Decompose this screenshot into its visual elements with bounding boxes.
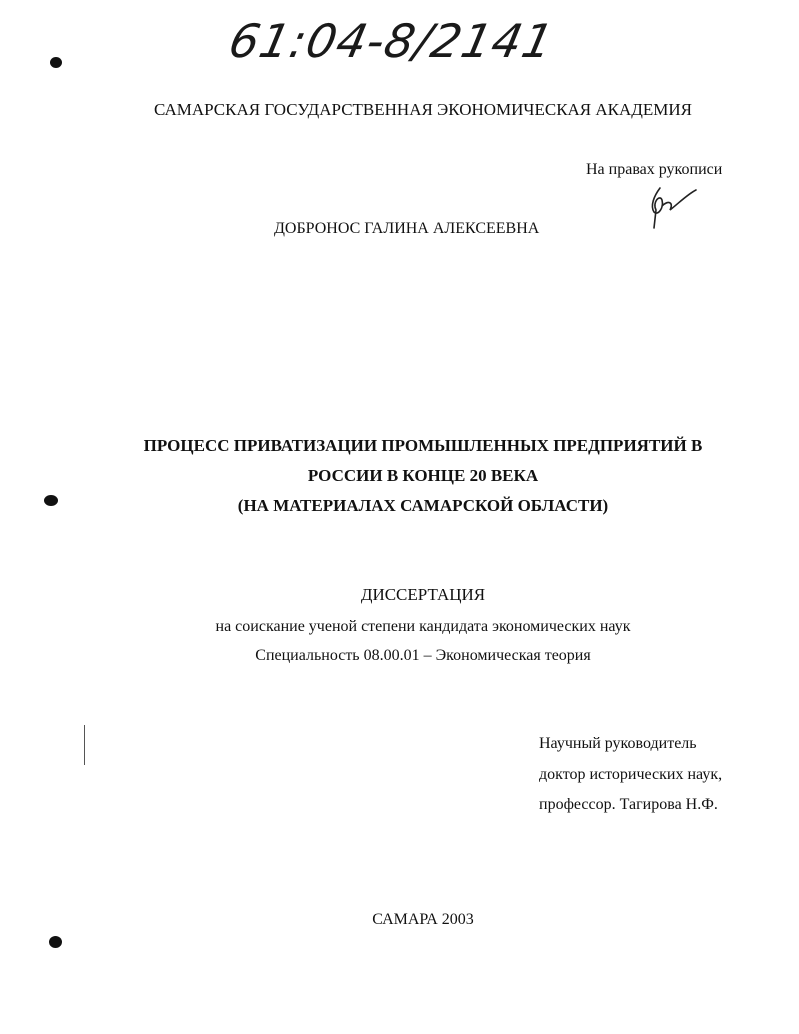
ink-blot <box>44 495 58 506</box>
dissertation-label: ДИССЕРТАЦИЯ <box>360 585 486 604</box>
supervisor-degree: доктор исторических наук, <box>539 766 723 783</box>
margin-mark <box>84 725 85 765</box>
title-line-3: (НА МАТЕРИАЛАХ САМАРСКОЙ ОБЛАСТИ) <box>237 496 609 515</box>
degree-line: на соискание ученой степени кандидата экономических наук <box>215 618 631 635</box>
city-year: САМАРА 2003 <box>372 911 474 928</box>
title-line-2: РОССИИ В КОНЦЕ 20 ВЕКА <box>307 466 539 485</box>
archive-code-handwritten: 61:04-8/2141 <box>224 14 559 68</box>
supervisor-role: Научный руководитель <box>539 735 697 752</box>
academy-name: САМАРСКАЯ ГОСУДАРСТВЕННАЯ ЭКОНОМИЧЕСКАЯ АКАДЕМИЯ <box>153 100 693 119</box>
ink-blot <box>49 936 62 948</box>
signature-icon <box>640 182 700 234</box>
title-line-1: ПРОЦЕСС ПРИВАТИЗАЦИИ ПРОМЫШЛЕННЫХ ПРЕДПРИЯТИЙ В <box>143 436 703 455</box>
supervisor-name: профессор. Тагирова Н.Ф. <box>539 796 718 813</box>
rights-note: На правах рукописи <box>586 161 723 178</box>
ink-blot <box>50 57 62 68</box>
author-name: ДОБРОНОС ГАЛИНА АЛЕКСЕЕВНА <box>274 220 540 237</box>
specialty-line: Специальность 08.00.01 – Экономическая теория <box>255 647 591 664</box>
